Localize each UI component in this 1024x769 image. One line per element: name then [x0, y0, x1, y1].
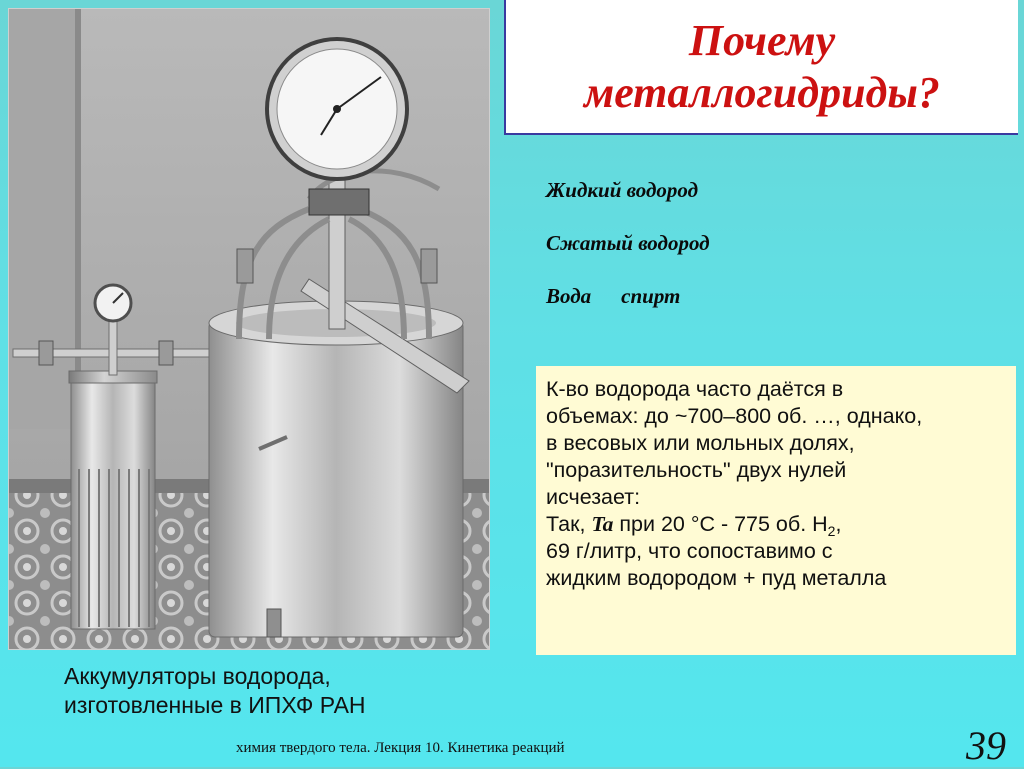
item-alcohol: спирт [621, 284, 681, 308]
title-box [504, 0, 1018, 135]
slide-title-line-1: Почему [688, 15, 836, 65]
info-box [536, 366, 1016, 655]
slide-title-line-2: металлогидриды? [584, 67, 940, 117]
info-line-4: "поразительность" двух нулей [546, 458, 847, 482]
footer-text: химия твердого тела. Лекция 10. Кинетика реакций [236, 740, 565, 756]
item-liquid-hydrogen: Жидкий водород [546, 178, 699, 202]
tantalum-symbol: Ta [591, 512, 614, 536]
info-line-6-prefix: Так, [546, 512, 592, 536]
caption-line-2: изготовленные в ИПХФ РАН [64, 692, 366, 718]
info-line-6-mid: при 20 °C - 775 об. H [613, 512, 828, 536]
info-line-1: К-во водорода часто даётся в [546, 377, 844, 401]
h2-subscript: 2 [827, 523, 836, 539]
info-line-8: жидким водородом + пуд металла [546, 566, 887, 590]
info-line-6-suffix: , [835, 512, 842, 536]
info-line-3: в весовых или мольных долях, [546, 431, 855, 455]
info-line-7: 69 г/литр, что сопоставимо с [546, 539, 833, 563]
page-number: 39 [966, 723, 1006, 768]
item-water: Вода [546, 284, 592, 308]
info-line-5: исчезает: [546, 485, 641, 509]
caption-line-1: Аккумуляторы водорода, [64, 663, 331, 689]
info-line-6 [546, 511, 1006, 538]
photo-caption [64, 662, 366, 720]
hydrogen-accumulator-photo [8, 8, 490, 650]
item-compressed-hydrogen: Сжатый водород [546, 231, 710, 255]
info-line-2: объемах: до ~700–800 об. …, однако, [546, 404, 923, 428]
photo-illustration [9, 9, 489, 649]
item-water-alcohol [546, 284, 680, 309]
